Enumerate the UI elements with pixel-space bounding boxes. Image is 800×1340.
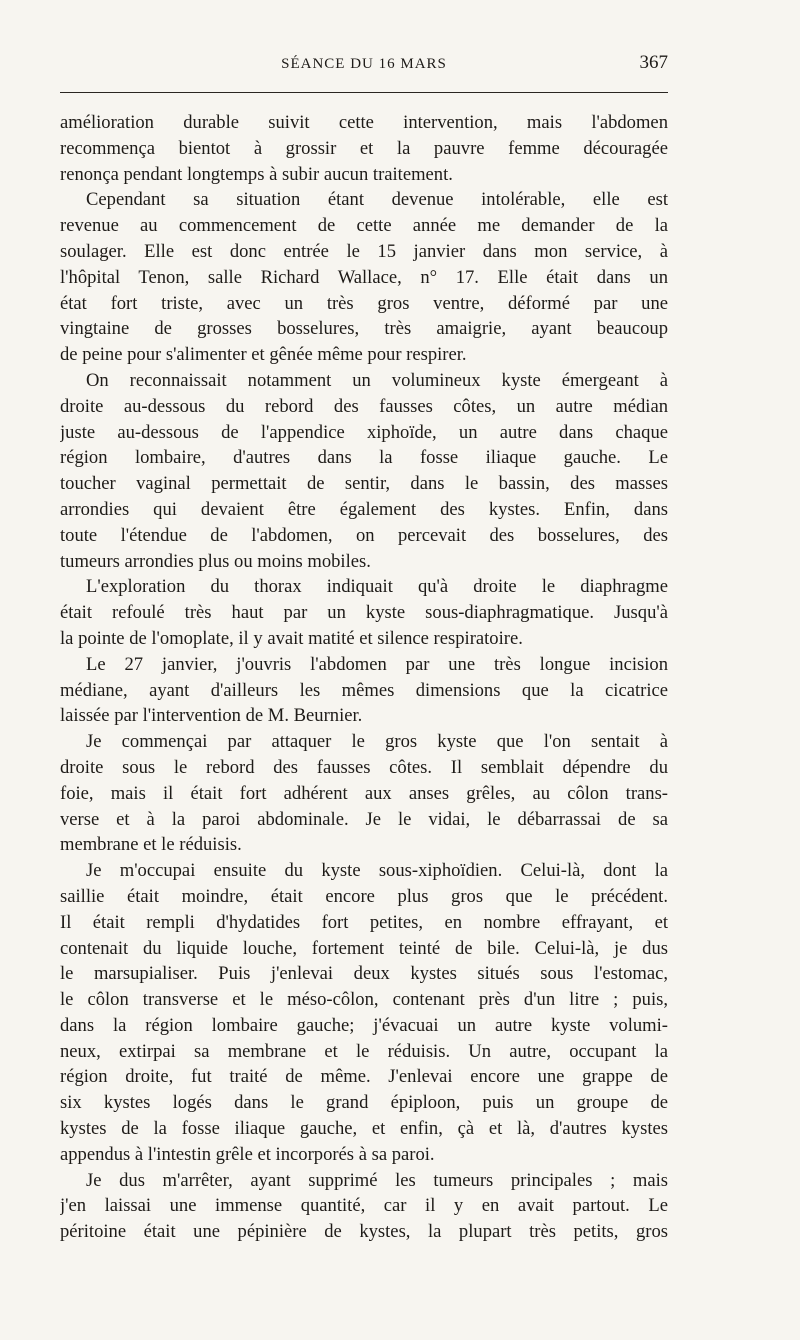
- text-line: verse et à la paroi abdominale. Je le vidai, le débarrassai de sa: [60, 808, 668, 830]
- text-line: Il était rempli d'hydatides fort petites, en nombre effrayant, et: [60, 911, 668, 933]
- page-number: 367: [639, 52, 668, 73]
- text-line: amélioration durable suivit cette intervention, mais l'abdomen: [60, 112, 668, 133]
- text-line: neux, extirpai sa membrane et le réduisis. Un autre, occupant la: [60, 1040, 668, 1062]
- text-line: droite sous le rebord des fausses côtes. Il semblait dépendre du: [60, 756, 668, 778]
- text-line: juste au-dessous de l'appendice xiphoïde, un autre dans chaque: [60, 421, 668, 443]
- running-head: [60, 44, 668, 80]
- text-line: Cependant sa situation étant devenue intolérable, elle est: [86, 189, 668, 211]
- text-line: le marsupialiser. Puis j'enlevai deux kystes situés sous l'estomac,: [60, 963, 668, 985]
- text-line: On reconnaissait notamment un volumineux kyste émergeant à: [86, 369, 668, 391]
- text-line: saillie était moindre, était encore plus gros que le précédent.: [60, 885, 668, 907]
- text-line: l'hôpital Tenon, salle Richard Wallace, n° 17. Elle était dans un: [60, 266, 668, 288]
- text-line: état fort triste, avec un très gros ventre, déformé par une: [60, 292, 668, 314]
- text-line: de peine pour s'alimenter et gênée même pour respirer.: [60, 344, 467, 366]
- text-line: tumeurs arrondies plus ou moins mobiles.: [60, 550, 371, 572]
- text-line: arrondies qui devaient être également des kystes. Enfin, dans: [60, 498, 668, 520]
- text-line: Je m'occupai ensuite du kyste sous-xiphoïdien. Celui-là, dont la: [86, 860, 668, 882]
- text-line: droite au-dessous du rebord des fausses côtes, un autre médian: [60, 395, 668, 417]
- text-line: médiane, ayant d'ailleurs les mêmes dimensions que la cicatrice: [60, 679, 668, 701]
- text-line: contenait du liquide louche, fortement teinté de bile. Celui-là, je dus: [60, 937, 668, 959]
- text-line: foie, mais il était fort adhérent aux anses grêles, au côlon trans-: [60, 782, 668, 804]
- text-line: péritoine était une pépinière de kystes, la plupart très petits, gros: [60, 1221, 668, 1243]
- text-line: région droite, fut traité de même. J'enlevai encore une grappe de: [60, 1066, 668, 1088]
- text-line: membrane et le réduisis.: [60, 834, 242, 856]
- text-line: était refoulé très haut par un kyste sous-diaphragmatique. Jusqu'à: [60, 602, 668, 624]
- text-line: laissée par l'intervention de M. Beurnier.: [60, 705, 363, 727]
- text-line: dans la région lombaire gauche; j'évacuai un autre kyste volumi-: [60, 1014, 668, 1036]
- text-line: Je commençai par attaquer le gros kyste que l'on sentait à: [86, 731, 668, 753]
- text-line: région lombaire, d'autres dans la fosse iliaque gauche. Le: [60, 447, 668, 469]
- text-line: L'exploration du thorax indiquait qu'à droite le diaphragme: [86, 576, 668, 598]
- text-line: six kystes logés dans le grand épiploon, puis un groupe de: [60, 1092, 668, 1114]
- text-line: Je dus m'arrêter, ayant supprimé les tumeurs principales ; mais: [86, 1169, 668, 1191]
- text-line: toucher vaginal permettait de sentir, dans le bassin, des masses: [60, 473, 668, 495]
- text-line: appendus à l'intestin grêle et incorporés à sa paroi.: [60, 1143, 435, 1165]
- text-line: vingtaine de grosses bosselures, très amaigrie, ayant beaucoup: [60, 318, 668, 340]
- body-text: [60, 110, 668, 1245]
- text-line: soulager. Elle est donc entrée le 15 janvier dans mon service, à: [60, 240, 668, 262]
- header-rule: [60, 92, 668, 93]
- text-line: revenue au commencement de cette année me demander de la: [60, 215, 668, 237]
- text-line: toute l'étendue de l'abdomen, on percevait des bosselures, des: [60, 524, 668, 546]
- text-line: la pointe de l'omoplate, il y avait matité et silence respiratoire.: [60, 627, 523, 649]
- running-title: SÉANCE DU 16 MARS: [281, 56, 447, 72]
- text-line: le côlon transverse et le méso-côlon, contenant près d'un litre ; puis,: [60, 989, 668, 1011]
- text-line: renonça pendant longtemps à subir aucun traitement.: [60, 163, 453, 185]
- text-line: Le 27 janvier, j'ouvris l'abdomen par une très longue incision: [86, 653, 668, 675]
- text-line: j'en laissai une immense quantité, car il y en avait partout. Le: [60, 1195, 668, 1217]
- text-line: kystes de la fosse iliaque gauche, et enfin, çà et là, d'autres kystes: [60, 1118, 668, 1140]
- text-line: recommença bientot à grossir et la pauvre femme découragée: [60, 137, 668, 159]
